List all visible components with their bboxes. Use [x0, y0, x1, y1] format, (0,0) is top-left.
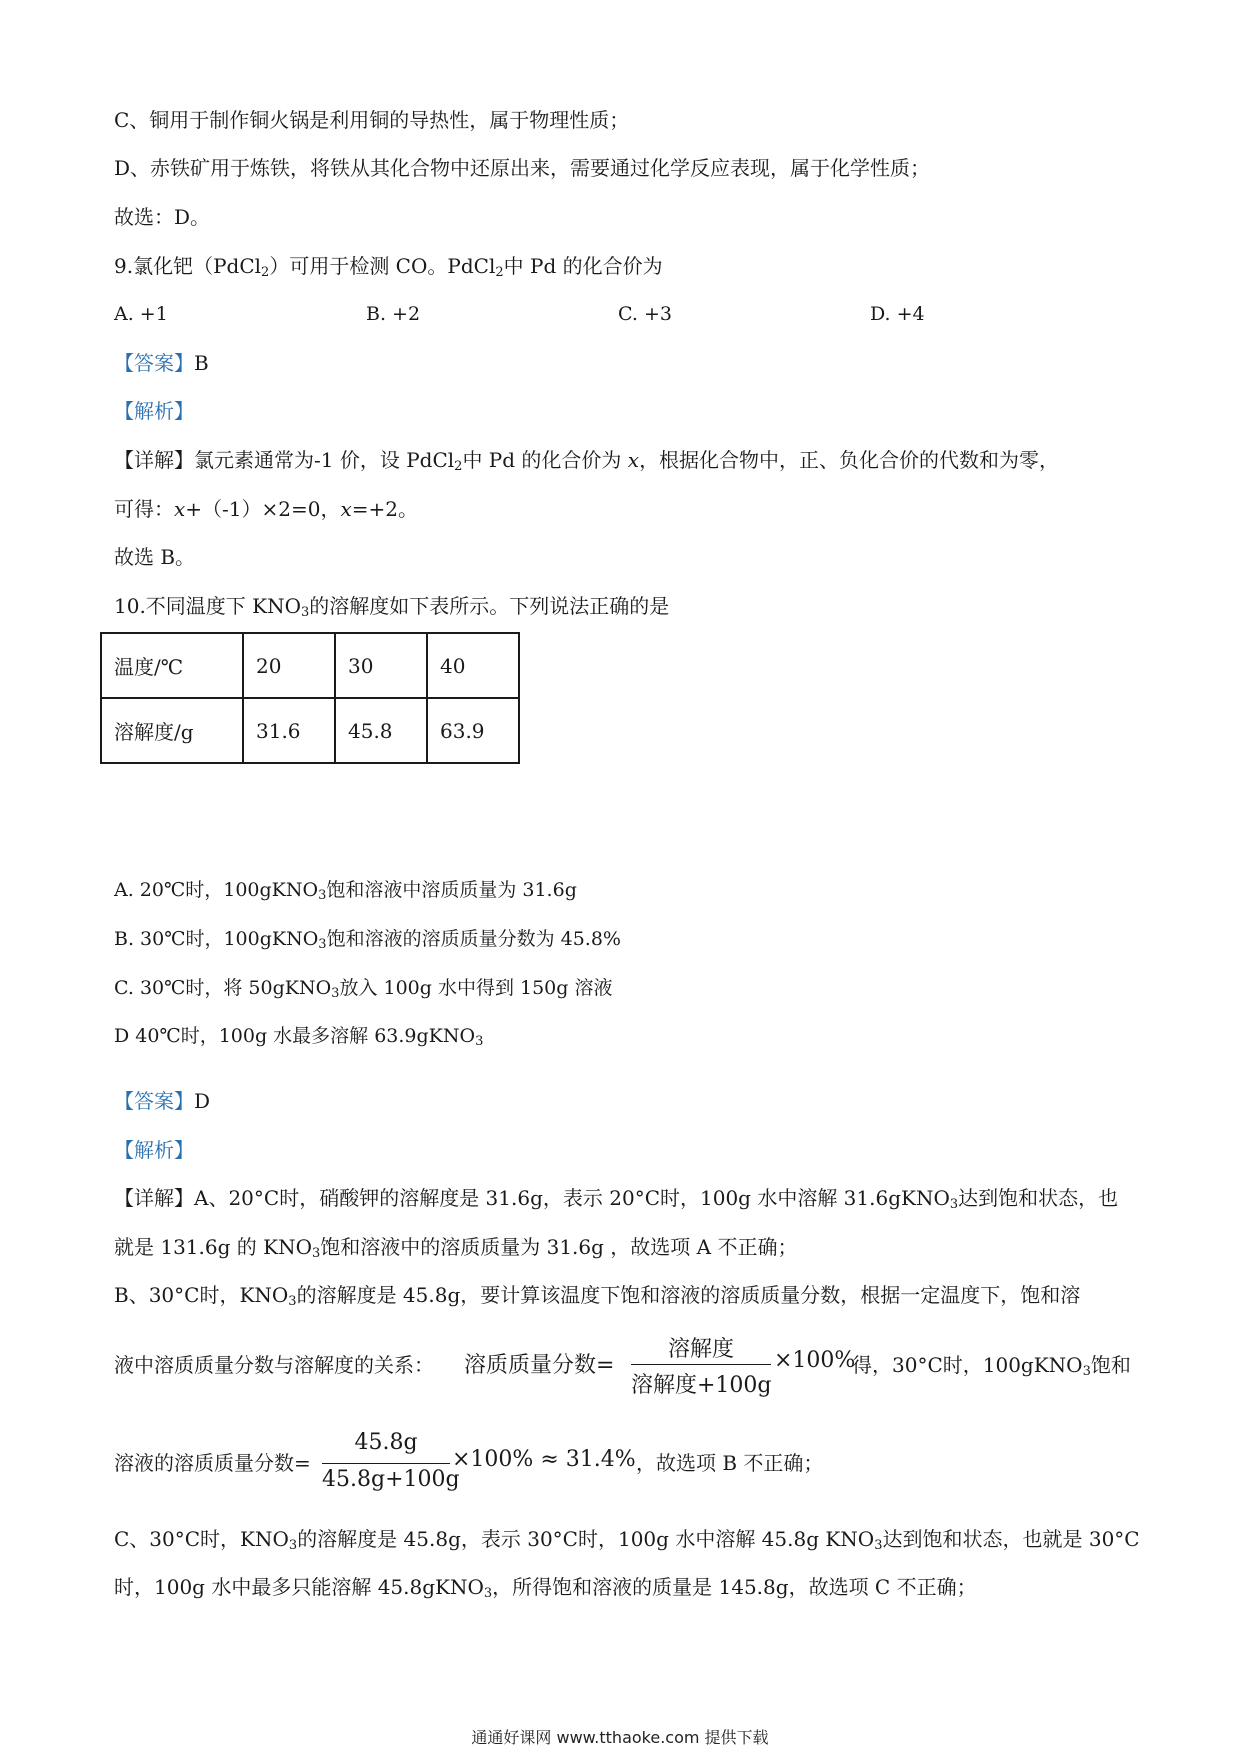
prev-option-c: C、铜用于制作铜火锅是利用铜的导热性，属于物理性质；	[114, 108, 630, 132]
table-cell: 温度/℃	[101, 633, 243, 698]
table-cell: 溶解度/g	[101, 698, 243, 763]
calc-result: ×100% ≈ 31.4%	[452, 1447, 636, 1472]
solubility-table	[100, 632, 520, 764]
q10-detail-b2: 液中溶质质量分数与溶解度的关系：	[114, 1353, 434, 1377]
q9-analysis: 【解析】	[114, 399, 194, 423]
calc-numerator: 45.8g	[354, 1430, 418, 1455]
q9-option-b: B. +2	[366, 303, 421, 325]
calc-denominator: 45.8g+100g	[322, 1467, 460, 1492]
q10-answer: 【答案】D	[114, 1089, 211, 1113]
table-cell: 20	[243, 633, 335, 698]
q9-answer: 【答案】B	[114, 351, 209, 375]
q10-detail-b3: 溶液的溶质质量分数=	[114, 1451, 311, 1475]
q10-stem: 10.不同温度下 $KNO_3$的溶解度如下表所示。下列说法正确的是	[114, 594, 670, 620]
table-cell: 31.6	[243, 698, 335, 763]
q10-detail-c1: C、30°C时，$KNO_3$的溶解度是 45.8g，表示 30°C时，100g 水中溶解 45.8g $KNO_3$达到饱和状态，也就是 30°C	[114, 1527, 1140, 1553]
q10-detail-b3-tail: ，故选项 B 不正确；	[636, 1451, 824, 1475]
footer-watermark: 通通好课网 www.tthaoke.com 提供下载	[471, 1728, 769, 1747]
fraction-bar	[322, 1463, 450, 1464]
table-cell: 40	[427, 633, 519, 698]
q10-detail-b2-tail: 得，30°C时，100gKNO$_3$饱和	[852, 1353, 1131, 1379]
q10-option-d: D 40℃时，100g 水最多溶解 63.9gKNO$_3$	[114, 1025, 484, 1049]
table-cell: 45.8	[335, 698, 427, 763]
prev-choose: 故选：D。	[114, 205, 211, 229]
table-row	[101, 698, 519, 763]
formula-denominator: 溶解度+100g	[631, 1373, 772, 1398]
table-cell: 63.9	[427, 698, 519, 763]
q10-analysis: 【解析】	[114, 1138, 194, 1162]
q9-detail-2: 可得：x+（-1）×2=0，x=+2。	[114, 497, 419, 521]
calc-fraction	[322, 1430, 460, 1500]
fraction-bar	[631, 1364, 771, 1365]
q9-stem: 9.氯化钯（PdCl$_2$）可用于检测 CO。PdCl$_2$中 Pd 的化合价为	[114, 254, 663, 280]
q10-option-a: A. 20℃时，100gKNO$_3$饱和溶液中溶质质量为 31.6g	[114, 879, 577, 903]
q9-choose: 故选 B。	[114, 545, 196, 569]
q9-option-a: A. +1	[114, 303, 168, 325]
formula-times: ×100%	[774, 1348, 856, 1373]
formula-lhs: 溶质质量分数=	[464, 1353, 615, 1378]
table-row	[101, 633, 519, 698]
q9-detail-1: 【详解】氯元素通常为-1 价，设 PdCl$_2$中 Pd 的化合价为 x，根据化合物中，正、负化合价的代数和为零，	[114, 448, 1060, 474]
q10-option-c: C. 30℃时，将 50gKNO$_3$放入 100g 水中得到 150g 溶液	[114, 977, 613, 1001]
q10-detail-b1: B、30°C时，$KNO_3$的溶解度是 45.8g，要计算该温度下饱和溶液的溶质质量分数，根据一定温度下，饱和溶	[114, 1283, 1081, 1309]
q10-detail-a1: 【详解】A、20°C时，硝酸钾的溶解度是 31.6g，表示 20°C时，100g 水中溶解 31.6gKNO$_3$达到饱和状态，也	[114, 1186, 1119, 1212]
table-cell: 30	[335, 633, 427, 698]
q9-option-d: D. +4	[870, 303, 925, 325]
prev-option-d: D、赤铁矿用于炼铁，将铁从其化合物中还原出来，需要通过化学反应表现，属于化学性质；	[114, 156, 931, 180]
formula-fraction	[631, 1332, 771, 1402]
q9-option-c: C. +3	[618, 303, 672, 325]
q10-option-b: B. 30℃时，100gKNO$_3$饱和溶液的溶质质量分数为 45.8%	[114, 928, 621, 952]
q10-detail-a2: 就是 131.6g 的 $KNO_3$饱和溶液中的溶质质量为 31.6g ，故选项 A 不正确；	[114, 1235, 798, 1261]
q10-detail-c2: 时，100g 水中最多只能溶解 45.8gKNO$_3$，所得饱和溶液的质量是 145.8g，故选项 C 不正确；	[114, 1575, 977, 1601]
formula-numerator: 溶解度	[667, 1337, 734, 1362]
